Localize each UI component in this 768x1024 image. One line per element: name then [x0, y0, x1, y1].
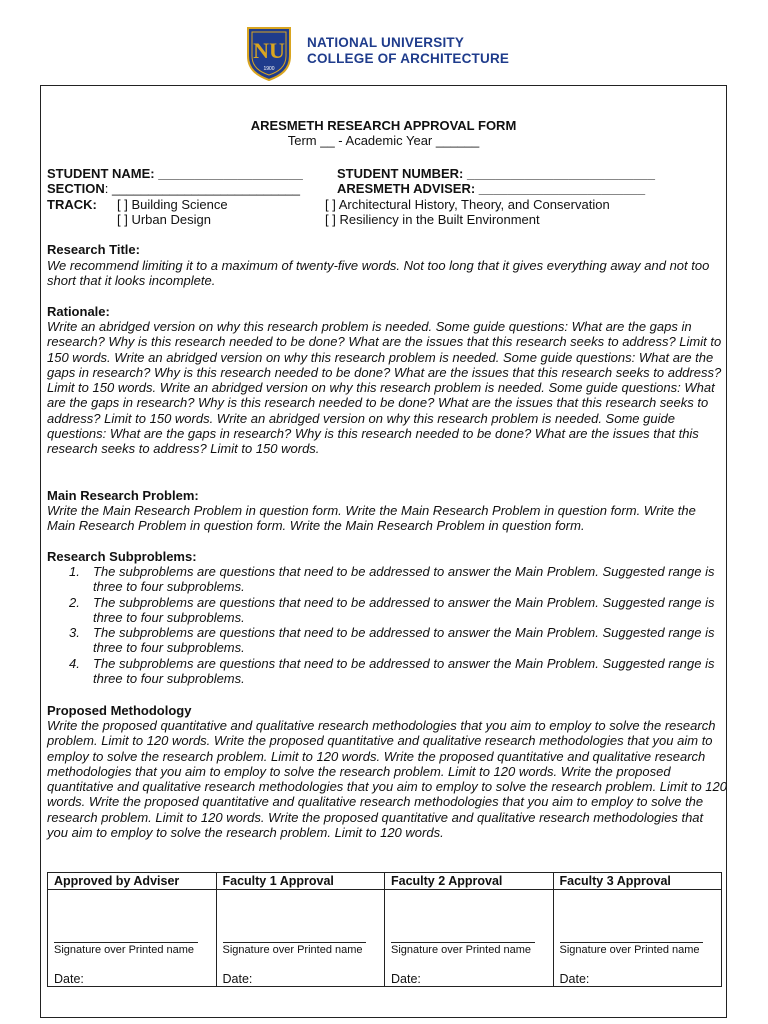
- page-header: [0, 0, 768, 84]
- track-option-resiliency[interactable]: [ ] Resiliency in the Built Environment: [325, 212, 540, 227]
- list-item: [47, 564, 723, 595]
- logo-letters: NU: [253, 38, 285, 63]
- methodology-text: Write the proposed quantitative and qualitative research methodologies that you aim to employ to solve the research problem. Limit to 120 words. Write the proposed quantitative and qualitative research methodologies that you aim to employ to solve the research problem. Limit to 120 words. Write the proposed quantitative and qualitative research methodologies that you aim to employ to solve the research problem. Limit to 120 words. Write the proposed quantitative and qualitative research methodologies that you aim to employ to solve the research problem. Limit to 120 words. Write the proposed quantitative and qualitative research methodologies that you aim to employ to solve the research problem. Limit to 120 words. Write the proposed quantitative and qualitative research methodologies that you aim to employ to solve the research problem. Limit to 120 words.: [47, 718, 727, 841]
- adviser-field[interactable]: ARESMETH ADVISER: _______________________: [337, 181, 646, 196]
- column-header-faculty-2: Faculty 2 Approval: [385, 873, 554, 890]
- list-text: The subproblems are questions that need to be addressed to answer the Main Problem. Suggested range is three to four subproblems.: [93, 564, 715, 595]
- approval-table: [47, 872, 722, 987]
- approval-form: [40, 85, 727, 1018]
- form-title: ARESMETH RESEARCH APPROVAL FORM: [250, 118, 517, 133]
- signature-label: Signature over Printed name: [391, 944, 532, 956]
- student-name-field[interactable]: STUDENT NAME: ____________________: [47, 166, 303, 181]
- research-title-heading: Research Title:: [47, 242, 140, 257]
- list-item: [47, 656, 723, 687]
- column-header-adviser: Approved by Adviser: [48, 873, 217, 890]
- adviser-signature-cell[interactable]: [48, 890, 217, 987]
- track-option-building-science[interactable]: [ ] Building Science: [117, 197, 228, 212]
- main-problem-heading: Main Research Problem:: [47, 488, 199, 503]
- date-label: Date:: [391, 972, 421, 986]
- list-text: The subproblems are questions that need to be addressed to answer the Main Problem. Suggested range is three to four subproblems.: [93, 594, 715, 625]
- signature-line: [560, 942, 704, 943]
- signature-line: [54, 942, 198, 943]
- logo-year: 1900: [263, 66, 275, 72]
- track-option-architectural-history[interactable]: [ ] Architectural History, Theory, and Conservation: [325, 197, 610, 212]
- table-header-row: [48, 873, 722, 890]
- section-field[interactable]: [47, 181, 300, 196]
- list-text: The subproblems are questions that need to be addressed to answer the Main Problem. Suggested range is three to four subproblems.: [93, 625, 715, 656]
- track-label: TRACK:: [47, 197, 97, 212]
- date-label: Date:: [559, 972, 590, 986]
- list-text: The subproblems are questions that need to be addressed to answer the Main Problem. Suggested range is three to four subproblems.: [93, 655, 715, 687]
- university-line-2: COLLEGE OF ARCHITECTURE: [307, 51, 510, 66]
- rationale-text: Write an abridged version on why this research problem is needed. Some guide questions: What are the gaps in research? Why is this research needed to be done? What are the issues that this research seeks to address? Limit to 150 words. Write an abridged version on why this research problem is needed. Some guide questions: What are the gaps in research? Why is this research needed to be done? What are the issues that this research seeks to address? Limit to 150 words. Write an abridged version on why this research problem is needed. Some guide questions: What are the gaps in research? Why is this research needed to be done? What are the issues that this research seeks to address? Limit to 150 words. Write an abridged version on why this research problem is needed. Some guide questions: What are the gaps in research? Why is this research needed to be done? What are the issues that this research seeks to address? Limit to 150 words.: [47, 319, 722, 457]
- list-item: [47, 595, 723, 626]
- subproblems-list: [47, 564, 723, 686]
- date-label: Date:: [54, 972, 84, 986]
- methodology-heading: Proposed Methodology: [47, 703, 192, 718]
- column-header-faculty-1: Faculty 1 Approval: [216, 873, 385, 890]
- signature-line: [391, 942, 535, 943]
- subproblems-heading: Research Subproblems:: [47, 549, 197, 564]
- list-number: 2.: [69, 594, 80, 610]
- signature-line: [223, 942, 367, 943]
- research-title-text: We recommend limiting it to a maximum of twenty-five words. Not too long that it gives everything away and not too short that it looks incomplete.: [47, 258, 710, 289]
- university-line-1: NATIONAL UNIVERSITY: [307, 35, 465, 50]
- rationale-heading: Rationale:: [47, 304, 110, 319]
- faculty-3-signature-cell[interactable]: [553, 890, 722, 987]
- signature-label: Signature over Printed name: [559, 944, 700, 956]
- list-number: 3.: [69, 625, 80, 641]
- university-name: [307, 35, 509, 67]
- faculty-2-signature-cell[interactable]: [385, 890, 554, 987]
- column-header-faculty-3: Faculty 3 Approval: [553, 873, 722, 890]
- list-item: [47, 625, 723, 656]
- signature-label: Signature over Printed name: [54, 944, 195, 956]
- list-number: 4.: [69, 655, 80, 671]
- main-problem-text: Write the Main Research Problem in question form. Write the Main Research Problem in question form. Write the Main Research Problem in question form. Write the Main Research Problem in question form.: [47, 503, 696, 534]
- list-number: 1.: [69, 564, 80, 579]
- track-option-urban-design[interactable]: [ ] Urban Design: [117, 212, 211, 227]
- term-line: Term __ - Academic Year ______: [287, 133, 480, 148]
- faculty-1-signature-cell[interactable]: [216, 890, 385, 987]
- date-label: Date:: [222, 972, 253, 986]
- table-row: [48, 890, 722, 987]
- university-seal-icon: [244, 26, 294, 81]
- signature-label: Signature over Printed name: [222, 944, 363, 956]
- section-blank: : __________________________: [104, 181, 300, 196]
- section-label: SECTION: [47, 181, 105, 196]
- student-number-field[interactable]: STUDENT NUMBER: __________________________: [337, 166, 655, 181]
